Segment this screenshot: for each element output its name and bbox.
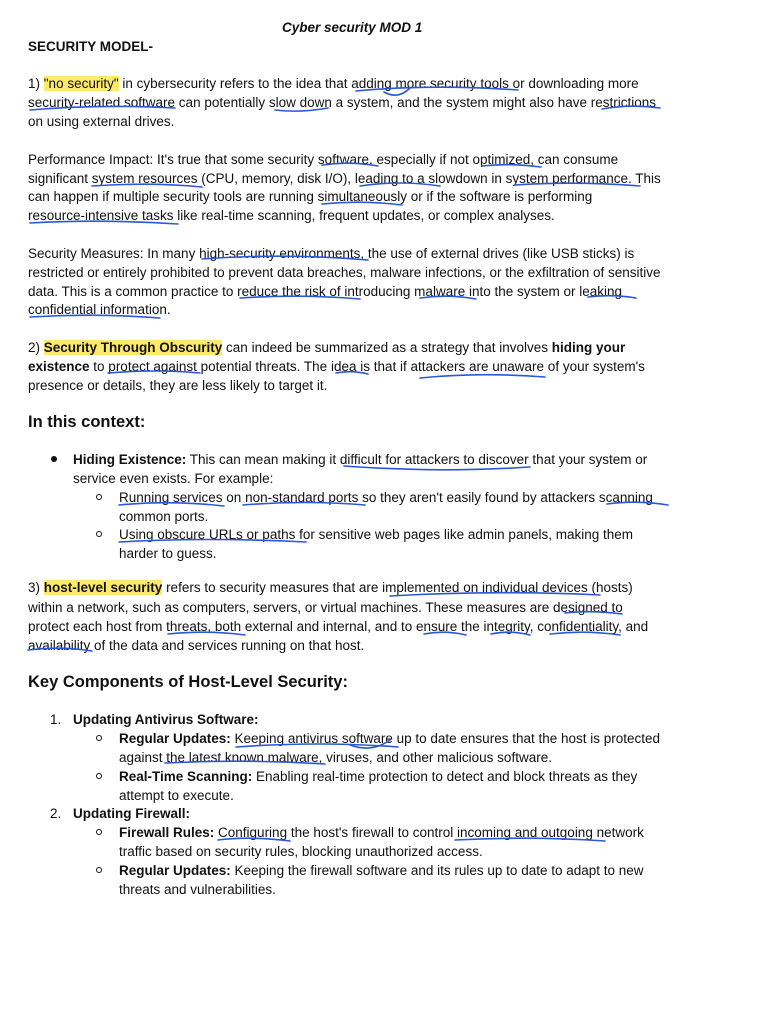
paragraph-1-line-1: 1) "no security" in cybersecurity refers to the idea that adding more security tools or downloading more [28,76,639,91]
highlight-no-security: "no security" [43,76,119,91]
paragraph-4-line-3: presence or details, they are less likely to target it. [28,378,328,393]
list-1-sub-1-line-2: against the latest known malware, viruses, and other malicious software. [119,750,552,765]
sub-bullet-ring-icon [96,531,102,537]
list-1-sub-2-line-2: attempt to execute. [119,788,234,803]
list-item-1: Updating Antivirus Software: [73,712,259,727]
paragraph-3-line-1: Security Measures: In many high-security environments, the use of external drives (like USB sticks) is [28,246,635,261]
document-title: Cyber security MOD 1 [282,20,423,35]
sub-bullet-ring-icon [96,867,102,873]
paragraph-2-line-1: Performance Impact: It's true that some security software, especially if not optimized, can consume [28,152,619,167]
list-number-1: 1. [50,712,62,727]
sub-bullet-ring-icon [96,829,102,835]
paragraph-3-line-3: data. This is a common practice to reduce the risk of introducing malware into the system or leaking [28,284,623,299]
paragraph-4-line-2: existence to protect against potential threats. The idea is that if attackers are unaware of your system's [28,359,645,374]
list-2-sub-2-line-2: threats and vulnerabilities. [119,882,276,897]
sub-bullet-ring-icon [96,735,102,741]
list-number-2: 2. [50,806,62,821]
context-heading: In this context: [28,413,146,431]
paragraph-5-line-2: within a network, such as computers, servers, or virtual machines. These measures are designed to [28,600,623,615]
bullet-1-line-2: service even exists. For example: [73,471,274,486]
paragraph-3-line-2: restricted or entirely prohibited to prevent data breaches, malware infections, or the exfiltration of sensitive [28,265,661,280]
list-2-sub-1-line-1: Firewall Rules: Configuring the host's firewall to control incoming and outgoing network [119,825,644,840]
sub-bullet-1-line-2: common ports. [119,509,209,524]
bullet-1-line-1: Hiding Existence: This can mean making it difficult for attackers to discover that your system or [73,452,648,467]
sub-bullet-ring-icon [96,773,102,779]
sub-bullet-ring-icon [96,494,102,500]
paragraph-4-line-1: 2) Security Through Obscurity can indeed be summarized as a strategy that involves hiding your [28,340,626,355]
paragraph-2-line-3: can happen if multiple security tools are running simultaneously or if the software is performing [28,189,593,204]
paragraph-5-line-1: 3) host-level security refers to security measures that are implemented on individual devices (hosts) [28,580,633,595]
list-1-sub-1-line-1: Regular Updates: Keeping antivirus software up to date ensures that the host is protected [119,731,661,746]
paragraph-2-line-2: significant system resources (CPU, memory, disk I/O), leading to a slowdown in system performance. This [28,171,661,186]
list-item-2: Updating Firewall: [73,806,191,821]
sub-bullet-2-line-1: Using obscure URLs or paths for sensitive web pages like admin panels, making them [119,527,634,542]
highlight-host-level-security: host-level security [43,580,163,595]
sub-bullet-2-line-2: harder to guess. [119,546,217,561]
list-1-sub-2-line-1: Real-Time Scanning: Enabling real-time protection to detect and block threats as they [119,769,638,784]
highlight-security-through-obscurity: Security Through Obscurity [43,340,223,355]
key-components-heading: Key Components of Host-Level Security: [28,673,348,691]
paragraph-1-line-3: on using external drives. [28,114,175,129]
bullet-dot-icon [51,456,57,462]
paragraph-3-line-4: confidential information. [28,302,171,317]
section-heading: SECURITY MODEL- [28,39,154,54]
paragraph-5-line-4: availability of the data and services running on that host. [28,638,365,653]
sub-bullet-1-line-1: Running services on non-standard ports so they aren't easily found by attackers scanning [119,490,653,505]
paragraph-5-line-3: protect each host from threats, both external and internal, and to ensure the integrity, confidentiality, and [28,619,649,634]
list-2-sub-2-line-1: Regular Updates: Keeping the firewall software and its rules up to date to adapt to new [119,863,644,878]
paragraph-2-line-4: resource-intensive tasks like real-time scanning, frequent updates, or complex analyses. [28,208,555,223]
list-2-sub-1-line-2: traffic based on security rules, blocking unauthorized access. [119,844,483,859]
paragraph-1-line-2: security-related software can potentially slow down a system, and the system might also have restrictions [28,95,657,110]
